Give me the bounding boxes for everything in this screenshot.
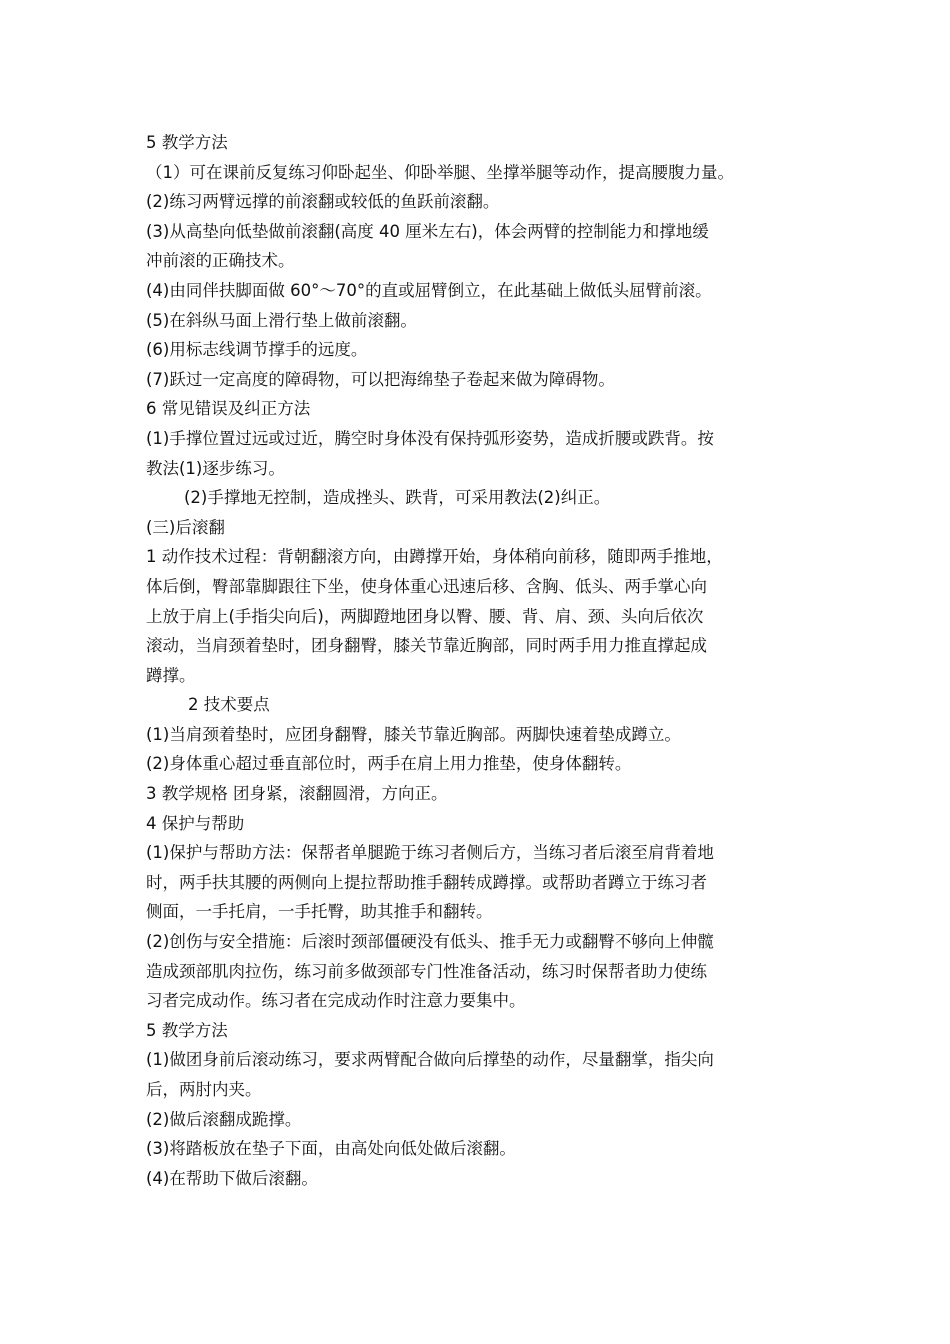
text-line: 冲前滚的正确技术。 [146, 251, 295, 271]
text-line: 蹲撑。 [146, 665, 196, 685]
text-line: (1)当肩颈着垫时，应团身翻臀，膝关节靠近胸部。两脚快速着垫成蹲立。 [146, 724, 681, 744]
text-line: 侧面，一手托肩，一手托臀，助其推手和翻转。 [146, 902, 493, 922]
text-line: 上放于肩上(手指尖向后)，两脚蹬地团身以臀、腰、背、肩、颈、头向后依次 [146, 606, 704, 626]
text-line: 习者完成动作。练习者在完成动作时注意力要集中。 [146, 991, 526, 1011]
text-line: 滚动，当肩颈着垫时，团身翻臀，膝关节靠近胸部，同时两手用力推直撑起成 [146, 636, 707, 656]
text-line: (2)手撑地无控制，造成挫头、跌背，可采用教法(2)纠正。 [184, 488, 611, 508]
document-body [146, 128, 814, 1193]
text-line: (1)做团身前后滚动练习，要求两臂配合做向后撑垫的动作，尽量翻掌，指尖向 [146, 1050, 714, 1070]
text-line: (2)做后滚翻成跪撑。 [146, 1109, 302, 1129]
text-line: 造成颈部肌肉拉伤，练习前多做颈部专门性准备活动，练习时保帮者助力使练 [146, 961, 707, 981]
text-line: 体后倒，臀部靠脚跟往下坐，使身体重心迅速后移、含胸、低头、两手掌心向 [146, 576, 707, 596]
text-line: (4)由同伴扶脚面做 60°～70°的直或屈臂倒立，在此基础上做低头屈臂前滚。 [146, 280, 712, 300]
text-line: 1 动作技术过程：背朝翻滚方向，由蹲撑开始，身体稍向前移，随即两手推地， [146, 547, 723, 567]
text-line: 6 常见错误及纠正方法 [146, 399, 311, 419]
text-line: (2)创伤与安全措施：后滚时颈部僵硬没有低头、推手无力或翻臀不够向上伸髋 [146, 932, 714, 952]
text-line: (3)将踏板放在垫子下面，由高处向低处做后滚翻。 [146, 1139, 516, 1159]
text-line: (4)在帮助下做后滚翻。 [146, 1168, 318, 1188]
text-line: (2)练习两臂远撑的前滚翻或较低的鱼跃前滚翻。 [146, 192, 500, 212]
text-line: 4 保护与帮助 [146, 813, 245, 833]
text-line: (1)保护与帮助方法：保帮者单腿跪于练习者侧后方，当练习者后滚至肩背着地 [146, 843, 714, 863]
text-line: 后，两肘内夹。 [146, 1080, 262, 1099]
text-line: (7)跃过一定高度的障碍物，可以把海绵垫子卷起来做为障碍物。 [146, 369, 615, 389]
text-line: (2)身体重心超过垂直部位时，两手在肩上用力推垫，使身体翻转。 [146, 754, 632, 774]
text-line: (5)在斜纵马面上滑行垫上做前滚翻。 [146, 310, 417, 330]
text-line: 3 教学规格 团身紧，滚翻圆滑，方向正。 [146, 784, 448, 804]
text-line: 2 技术要点 [188, 695, 270, 715]
text-line: 教法(1)逐步练习。 [146, 458, 285, 478]
text-line: (三)后滚翻 [146, 517, 225, 537]
text-line: 时，两手扶其腰的两侧向上提拉帮助推手翻转成蹲撑。或帮助者蹲立于练习者 [146, 872, 707, 892]
text-line: (1)手撑位置过远或过近，腾空时身体没有保持弧形姿势，造成折腰或跌背。按 [146, 428, 714, 448]
text-line: （1）可在课前反复练习仰卧起坐、仰卧举腿、坐撑举腿等动作，提高腰腹力量。 [146, 162, 734, 182]
text-line: (6)用标志线调节撑手的远度。 [146, 340, 368, 360]
text-line: 5 教学方法 [146, 133, 228, 152]
text-line: 5 教学方法 [146, 1020, 228, 1040]
text-line: (3)从高垫向低垫做前滚翻(高度 40 厘米左右)，体会两臂的控制能力和撑地缓 [146, 221, 709, 241]
